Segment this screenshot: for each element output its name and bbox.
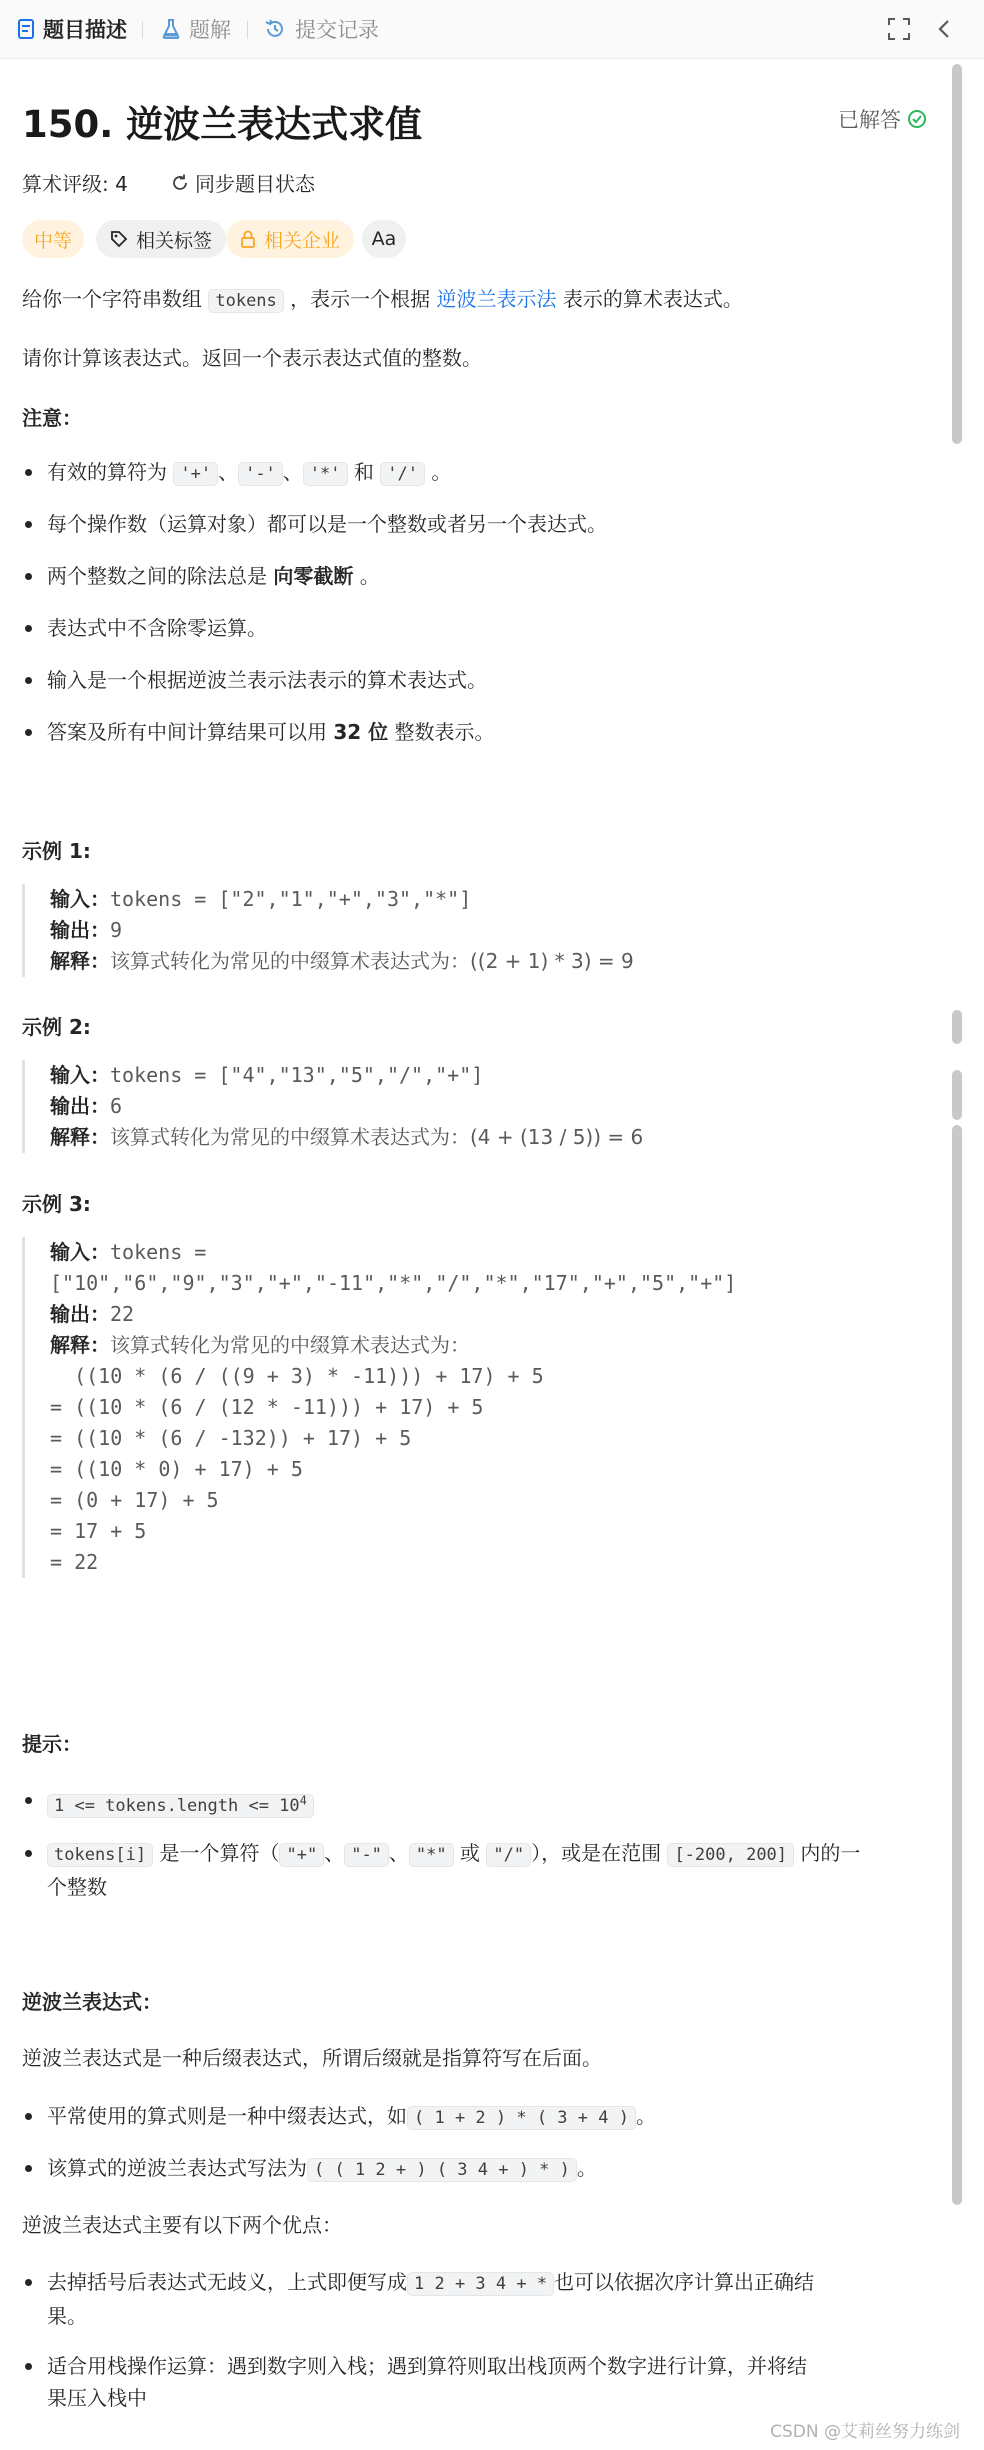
explanation-step: = (0 + 17) + 5 bbox=[50, 1488, 219, 1512]
solved-label: 已解答 bbox=[838, 108, 901, 132]
text: 是一个算符（ bbox=[159, 1841, 280, 1865]
example-heading: 示例 2: bbox=[22, 1015, 91, 1039]
inline-code: '*' bbox=[303, 462, 348, 486]
text: 答案及所有中间计算结果可以用 bbox=[47, 720, 327, 744]
rpn-link[interactable]: 逆波兰表示法 bbox=[436, 287, 557, 311]
example-explanation: 该算式转化为常见的中缀算术表达式为：((2 + 1) * 3) = 9 bbox=[110, 949, 634, 973]
lock-icon bbox=[240, 230, 256, 248]
description-icon bbox=[18, 19, 34, 39]
tab-divider bbox=[247, 21, 248, 39]
example-heading: 示例 1: bbox=[22, 839, 91, 863]
rpn-heading: 逆波兰表达式： bbox=[22, 1990, 162, 2014]
scrollbar-thumb[interactable] bbox=[952, 1125, 962, 2205]
list-item bbox=[22, 1784, 314, 1822]
inline-code: '-' bbox=[238, 462, 283, 486]
text: 果。 bbox=[47, 2304, 87, 2328]
example-block bbox=[22, 884, 634, 977]
inline-code: 1 2 + 3 4 + * bbox=[407, 2272, 554, 2296]
sync-status-button[interactable] bbox=[170, 168, 315, 197]
text: 。 bbox=[431, 460, 452, 484]
font-size-button[interactable] bbox=[362, 220, 406, 258]
tab-bar bbox=[0, 0, 984, 59]
inline-code: [-200, 200] bbox=[667, 1843, 794, 1867]
inline-code: '+' bbox=[173, 462, 218, 486]
text: 表示的算术表达式。 bbox=[562, 287, 743, 311]
text: 该算式的逆波兰表达式写法为 bbox=[47, 2156, 307, 2180]
tag-icon bbox=[110, 230, 128, 248]
inline-code: tokens[i] bbox=[47, 1843, 153, 1867]
list-item: 表达式中不含除零运算。 bbox=[22, 612, 267, 644]
text: 有效的算符为 bbox=[47, 460, 167, 484]
inline-code: ( ( 1 2 + ) ( 3 4 + ) * ) bbox=[307, 2158, 577, 2182]
text: 。 bbox=[635, 2104, 656, 2128]
text: 或 bbox=[460, 1841, 480, 1865]
scrollbar-thumb[interactable] bbox=[952, 1070, 962, 1120]
description-paragraph bbox=[22, 284, 743, 316]
inline-code: '/' bbox=[380, 462, 425, 486]
scrollbar-thumb[interactable] bbox=[952, 1010, 962, 1044]
explanation-step: ((10 * (6 / ((9 + 3) * -11))) + 17) + 5 bbox=[50, 1364, 544, 1388]
text: 适合用栈操作运算：遇到数字则入栈；遇到算符则取出栈顶两个数字进行计算，并将结 bbox=[47, 2354, 807, 2378]
inline-code: "/" bbox=[486, 1843, 531, 1867]
text: 内的一 bbox=[800, 1841, 861, 1865]
collapse-chevron-icon[interactable] bbox=[932, 16, 958, 42]
companies-label: 相关企业 bbox=[264, 229, 341, 252]
list-item bbox=[22, 2152, 597, 2186]
text: 整数表示。 bbox=[394, 720, 495, 744]
explanation-step: = ((10 * (6 / (12 * -11))) + 17) + 5 bbox=[50, 1395, 484, 1419]
inline-code: "-" bbox=[344, 1843, 389, 1867]
rpn-paragraph: 逆波兰表达式是一种后缀表达式，所谓后缀就是指算符写在后面。 bbox=[22, 2046, 602, 2070]
list-item: 有效的算符为 '+' 、 '-' 、 '*' 和 '/' 。 bbox=[22, 456, 451, 490]
rating: 算术评级: 4 bbox=[22, 172, 128, 196]
label: 解释： bbox=[50, 1125, 110, 1149]
text: 也可以依据次序计算出正确结 bbox=[554, 2270, 815, 2294]
list-item bbox=[22, 716, 495, 748]
text: 给你一个字符串数组 bbox=[22, 287, 202, 311]
example-explanation: 该算式转化为常见的中缀算术表达式为：(4 + (13 / 5)) = 6 bbox=[110, 1125, 644, 1149]
notes-heading: 注意： bbox=[22, 406, 82, 430]
list-item bbox=[22, 2350, 927, 2414]
label: 输入： bbox=[50, 1240, 110, 1264]
text: 。 bbox=[359, 564, 380, 588]
tab-submissions[interactable] bbox=[264, 14, 379, 44]
label: 输出： bbox=[50, 918, 110, 942]
label: 解释： bbox=[50, 1333, 110, 1357]
solved-status bbox=[838, 104, 927, 134]
description-paragraph: 请你计算该表达式。返回一个表示表达式值的整数。 bbox=[22, 346, 482, 370]
text: 个整数 bbox=[47, 1875, 107, 1899]
tab-description-label: 题目描述 bbox=[43, 18, 127, 42]
tab-solutions[interactable] bbox=[162, 14, 231, 44]
text: 平常使用的算式则是一种中缀表达式，如 bbox=[47, 2104, 407, 2128]
flask-icon bbox=[162, 19, 180, 39]
bold-text: 向零截断 bbox=[273, 564, 354, 588]
label: 输出： bbox=[50, 1302, 110, 1326]
superscript: 4 bbox=[299, 1793, 307, 1807]
page-title: 150. 逆波兰表达式求值 bbox=[22, 103, 423, 146]
scrollbar-thumb[interactable] bbox=[952, 64, 962, 444]
text: ，表示一个根据 bbox=[290, 287, 431, 311]
watermark: CSDN @艾莉丝努力练剑 bbox=[770, 2422, 960, 2442]
translate-icon: Aa bbox=[371, 228, 397, 250]
sync-label: 同步题目状态 bbox=[195, 172, 315, 196]
check-circle-icon bbox=[907, 109, 927, 129]
example-block bbox=[22, 1060, 643, 1153]
example-input: tokens = ["2","1","+","3","*"] bbox=[110, 887, 472, 911]
text: 两个整数之间的除法总是 bbox=[47, 564, 267, 588]
list-item: 输入是一个根据逆波兰表示法表示的算术表达式。 bbox=[22, 664, 487, 696]
label: 输入： bbox=[50, 887, 110, 911]
text: 和 bbox=[353, 460, 374, 484]
example-explanation: 该算式转化为常见的中缀算术表达式为： bbox=[110, 1333, 470, 1357]
list-item: tokens[i] 是一个算符（ "+" 、 "-" 、 "*" 或 "/" ），或是在范围 [-200, 200] 内的一 个整数 bbox=[22, 1837, 927, 1903]
example-input: tokens = bbox=[110, 1240, 207, 1264]
tags-label: 相关标签 bbox=[136, 229, 213, 252]
inline-code: "*" bbox=[409, 1843, 454, 1867]
text: ），或是在范围 bbox=[531, 1841, 662, 1865]
example-output: 22 bbox=[110, 1302, 135, 1326]
code-text: 1 <= tokens.length <= 10 bbox=[54, 1795, 300, 1816]
explanation-step: = 17 + 5 bbox=[50, 1519, 147, 1543]
example-input: tokens = ["4","13","5","/","+"] bbox=[110, 1063, 484, 1087]
list-item bbox=[22, 2100, 656, 2134]
difficulty-badge: 中等 bbox=[22, 220, 84, 258]
refresh-icon bbox=[170, 173, 190, 193]
label: 解释： bbox=[50, 949, 110, 973]
list-item bbox=[22, 2266, 927, 2332]
text: 去掉括号后表达式无歧义，上式即便写成 bbox=[47, 2270, 407, 2294]
history-icon bbox=[264, 18, 286, 40]
tags-button[interactable] bbox=[96, 220, 226, 258]
inline-code: tokens bbox=[208, 289, 283, 313]
rpn-paragraph: 逆波兰表达式主要有以下两个优点： bbox=[22, 2213, 342, 2237]
inline-code: "+" bbox=[279, 1843, 324, 1867]
list-item bbox=[22, 560, 380, 592]
text: 果压入栈中 bbox=[47, 2386, 147, 2410]
example-input: ["10","6","9","3","+","-11","*","/","*","17","+","5","+"] bbox=[50, 1271, 737, 1295]
list-item: 每个操作数（运算对象）都可以是一个整数或者另一个表达式。 bbox=[22, 508, 607, 540]
inline-code: ( 1 + 2 ) * ( 3 + 4 ) bbox=[407, 2106, 636, 2130]
expand-icon[interactable] bbox=[886, 16, 912, 42]
text: 。 bbox=[576, 2156, 597, 2180]
tab-solutions-label: 题解 bbox=[189, 18, 231, 42]
example-heading: 示例 3: bbox=[22, 1192, 91, 1216]
tab-description[interactable] bbox=[18, 14, 127, 44]
companies-button[interactable] bbox=[226, 220, 354, 258]
bold-text: 32 位 bbox=[333, 720, 389, 744]
example-output: 9 bbox=[110, 918, 123, 942]
explanation-step: = ((10 * 0) + 17) + 5 bbox=[50, 1457, 303, 1481]
hints-heading: 提示： bbox=[22, 1732, 82, 1756]
inline-code bbox=[47, 1794, 314, 1818]
example-output: 6 bbox=[110, 1094, 123, 1118]
example-block bbox=[22, 1237, 736, 1578]
explanation-step: = 22 bbox=[50, 1550, 99, 1574]
explanation-step: = ((10 * (6 / -132)) + 17) + 5 bbox=[50, 1426, 412, 1450]
label: 输入： bbox=[50, 1063, 110, 1087]
label: 输出： bbox=[50, 1094, 110, 1118]
tab-divider bbox=[142, 21, 143, 39]
tab-submissions-label: 提交记录 bbox=[295, 18, 379, 42]
